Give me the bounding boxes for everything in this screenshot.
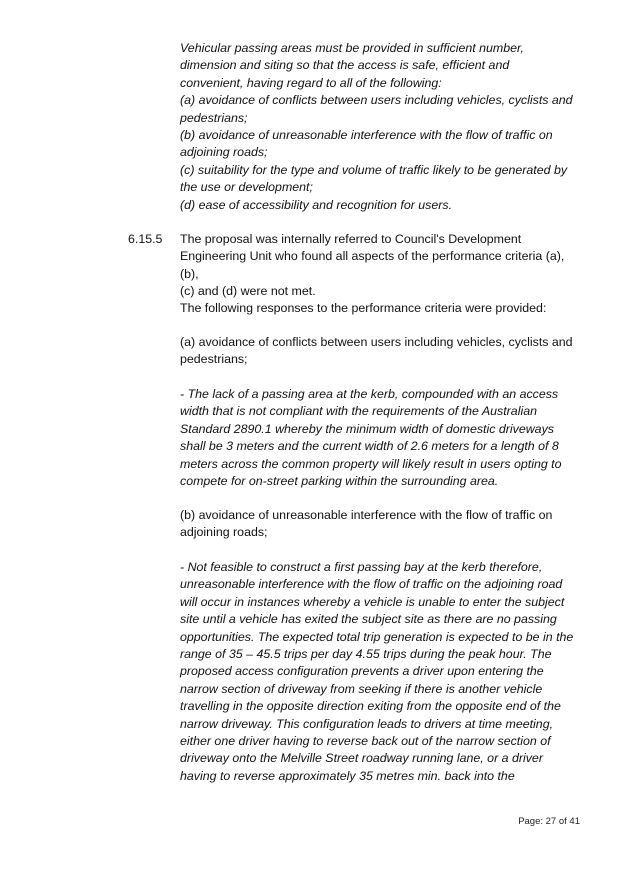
intro-line: Vehicular passing areas must be provided in sufficient number, (180, 41, 524, 55)
para-line: The following responses to the performance criteria were provided: (180, 301, 547, 315)
para-line: shall be 3 meters and the current width of 2.6 meters for a length of 8 (180, 439, 559, 454)
para-line: The proposal was internally referred to Council's Development (180, 232, 522, 246)
performance-criteria-intro (180, 40, 585, 214)
intro-line: dimension and siting so that the access is safe, efficient and (180, 58, 510, 73)
intro-line: (a) avoidance of conflicts between users including vehicles, cyclists and (180, 93, 573, 108)
para-line: opportunities. The expected total trip generation is expected to be in the (180, 629, 574, 644)
para-line: (c) and (d) were not met. (180, 284, 316, 299)
intro-line: convenient, having regard to all of the following: (180, 75, 442, 90)
para-line: unreasonable interference with the flow of traffic on the adjoining road (180, 577, 563, 592)
page-number: Page: 27 of 41 (518, 816, 580, 827)
response-a (180, 386, 585, 490)
para-line: either one driver having to reverse back out of the narrow section of (180, 734, 551, 749)
para-line: proposed access configuration prevents a driver upon entering the (180, 664, 544, 679)
para-line: width that is not compliant with the requirements of the Australian (180, 404, 537, 419)
para-line: driveway onto the Melville Street roadway running lane, or a driver (180, 751, 543, 766)
criterion-a (180, 334, 585, 369)
intro-line: adjoining roads; (180, 145, 268, 160)
intro-line: (c) suitability for the type and volume of traffic likely to be generated by (180, 162, 568, 177)
para-line: adjoining roads; (180, 525, 268, 540)
para-line: - Not feasible to construct a first passing bay at the kerb therefore, (180, 560, 543, 574)
para-line: (b) avoidance of unreasonable interference with the flow of traffic on (180, 508, 553, 522)
intro-line: (b) avoidance of unreasonable interference with the flow of traffic on (180, 128, 553, 143)
section-paragraph-2 (180, 300, 585, 317)
para-line: Standard 2890.1 whereby the minimum width of domestic driveways (180, 421, 554, 436)
para-line: (a) avoidance of conflicts between users including vehicles, cyclists and (180, 335, 573, 349)
criterion-b (180, 507, 585, 542)
para-line: site until a vehicle has exited the subject site as there are no passing (180, 612, 557, 627)
para-line: narrow driveway. This configuration leads to drivers at time meeting, (180, 716, 554, 731)
section-number: 6.15.5 (128, 232, 163, 246)
para-line: narrow section of driveway from seeking if there is another vehicle (180, 681, 543, 696)
para-line: compete for on-street parking within the surrounding area. (180, 474, 499, 489)
para-line: having to reverse approximately 35 metres min. back into the (180, 768, 515, 783)
response-b (180, 559, 585, 785)
para-line: meters across the common property will likely result in users opting to (180, 456, 562, 471)
section-paragraph-1 (180, 231, 585, 301)
para-line: travelling in the opposite direction exiting from the opposite end of the (180, 699, 561, 714)
para-line: - The lack of a passing area at the kerb, compounded with an access (180, 387, 559, 401)
para-line: pedestrians; (180, 352, 248, 367)
para-line: range of 35 – 45.5 trips per day 4.55 trips during the peak hour. The (180, 647, 552, 662)
para-line: will occur in instances whereby a vehicle is unable to enter the subject (180, 594, 565, 609)
intro-line: pedestrians; (180, 110, 248, 125)
para-line: Engineering Unit who found all aspects of the performance criteria (a), (b), (180, 249, 565, 281)
intro-line: (d) ease of accessibility and recognition for users. (180, 197, 453, 212)
intro-line: the use or development; (180, 180, 313, 195)
